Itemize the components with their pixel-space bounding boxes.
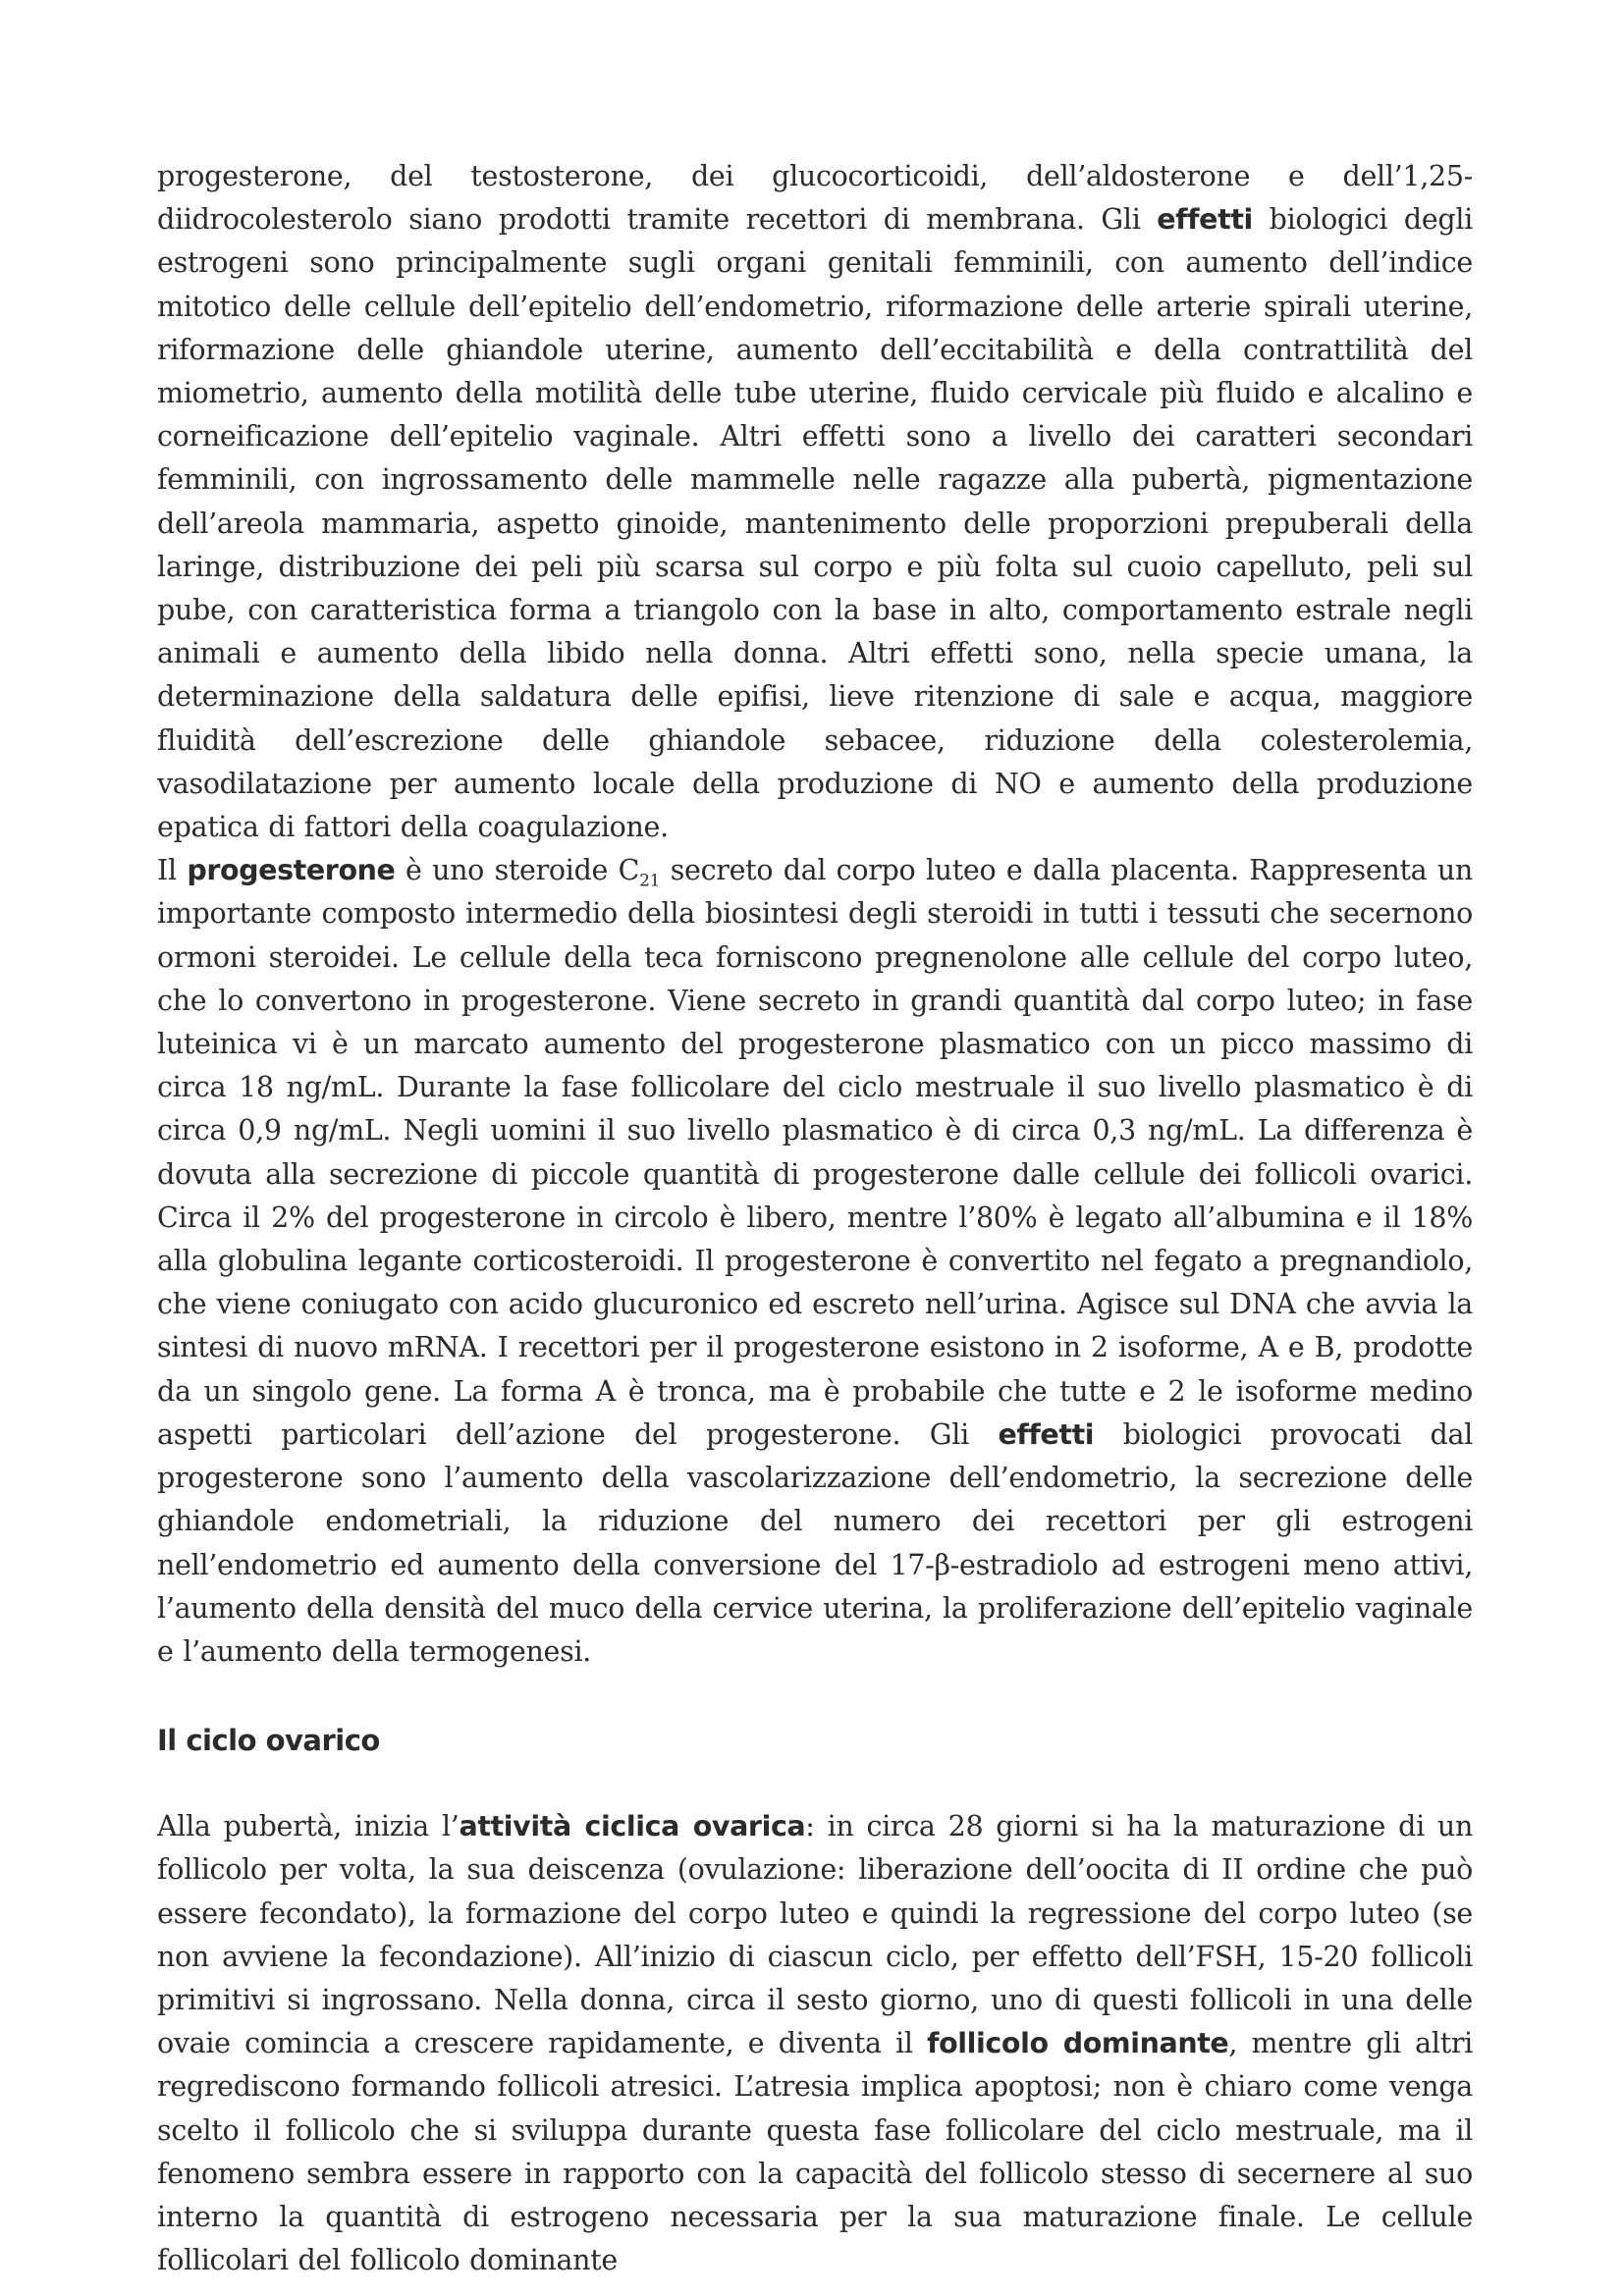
text-run: biologici degli estrogeni sono principalmente sugli organi genitali femminili, con aumento dell’indice mitotico delle cellule dell’epitelio dell’endometrio, riformazione delle arterie spirali uterine, riformazione delle ghiandole uterine, aumento dell’eccitabilità e della contrattilità del miometrio, aumento della motilità delle tube uterine, fluido cervicale più fluido e alcalino e corneificazione dell’epitelio vaginale. Altri effetti sono a livello dei caratteri secondari femminili, con ingrossamento delle mammelle nelle ragazze alla pubertà, pigmentazione dell’areola mammaria, aspetto ginoide, mantenimento delle proporzioni prepuberali della laringe, distribuzione dei peli più scarsa sul corpo e più folta sul cuoio capelluto, peli sul pube, con caratteristica forma a triangolo con la base in alto, comportamento estrale negli animali e aumento della libido nella donna. Altri effetti sono, nella specie umana, la determinazione della saldatura delle epifisi, lieve ritenzione di sale e acqua, maggiore fluidità dell’escrezione delle ghiandole sebacee, riduzione della colesterolemia, vasodilatazione per aumento locale della produzione di NO e aumento della produzione epatica di fattori della coagulazione. bbox=[157, 203, 1473, 844]
text-run: Alla pubertà, inizia l’ bbox=[157, 1810, 460, 1843]
text-run: biologici provocati dal progesterone sono l’aumento della vascolarizzazione dell’endometrio, la secrezione delle ghiandole endometriali, la riduzione del numero dei recettori per gli estrogeni nell’endometrio ed aumento della conversione del 17-β-estradiolo ad estrogeni meno attivi, l’aumento della densità del muco della cervice uterina, la proliferazione dell’epitelio vaginale e l’aumento della termogenesi. bbox=[157, 1417, 1473, 1668]
spacer bbox=[157, 1762, 1473, 1805]
document-page bbox=[157, 155, 1473, 2282]
bold-term-follicolo-dominante: follicolo dominante bbox=[927, 2027, 1229, 2060]
paragraph-progesterone bbox=[157, 849, 1473, 1674]
text-run: progesterone, del testosterone, dei glucocorticoidi, dell’aldosterone e dell’1,25-diidrocolesterolo siano prodotti tramite recettori di membrana. Gli bbox=[157, 160, 1473, 237]
subscript-21: 21 bbox=[639, 871, 661, 891]
bold-term-effetti: effetti bbox=[998, 1417, 1095, 1451]
text-run: , mentre gli altri regrediscono formando follicoli atresici. L’atresia implica apoptosi; non è chiaro come venga scelto il follicolo che si sviluppa durante questa fase follicolare del ciclo mestruale, ma il fenomeno sembra essere in rapporto con la capacità del follicolo stesso di secernere al suo interno la quantità di estrogeno necessaria per la sua maturazione finale. Le cellule follicolari del follicolo dominante bbox=[157, 2027, 1473, 2277]
text-run: secreto dal corpo luteo e dalla placenta. Rappresenta un importante composto intermedio della biosintesi degli steroidi in tutti i tessuti che secernono ormoni steroidei. Le cellule della teca forniscono pregnenolone alle cellule del corpo luteo, che lo convertono in progesterone. Viene secreto in grandi quantità dal corpo luteo; in fase luteinica vi è un marcato aumento del progesterone plasmatico con un picco massimo di circa 18 ng/mL. Durante la fase follicolare del ciclo mestruale il suo livello plasmatico è di circa 0,9 ng/mL. Negli uomini il suo livello plasmatico è di circa 0,3 ng/mL. La differenza è dovuta alla secrezione di piccole quantità di progesterone dalle cellule dei follicoli ovarici. Circa il 2% del progesterone in circolo è libero, mentre l’80% è legato all’albumina e il 18% alla globulina legante corticosteroidi. Il progesterone è convertito nel fegato a pregnandiolo, che viene coniugato con acido glucuronico ed escreto nell’urina. Agisce sul DNA che avvia la sintesi di nuovo mRNA. I recettori per il progesterone esistono in 2 isoforme, A e B, prodotte da un singolo gene. La forma A è tronca, ma è probabile che tutte e 2 le isoforme medino aspetti particolari dell’azione del progesterone. Gli bbox=[157, 854, 1473, 1451]
text-run: : in circa 28 giorni si ha la maturazione di un follicolo per volta, la sua deiscenza (ovulazione: liberazione dell’oocita di II ordine che può essere fecondato), la formazione del corpo luteo e quindi la regressione del corpo luteo (se non avviene la fecondazione). All’inizio di ciascun ciclo, per effetto dell’FSH, 15-20 follicoli primitivi si ingrossano. Nella donna, circa il sesto giorno, uno di questi follicoli in una delle ovaie comincia a crescere rapidamente, e diventa il bbox=[157, 1810, 1473, 2060]
text-run: è uno steroide C bbox=[395, 854, 640, 887]
paragraph-ovarian-cycle bbox=[157, 1805, 1473, 2282]
text-run: Il bbox=[157, 854, 188, 887]
bold-term-effetti: effetti bbox=[1157, 203, 1253, 237]
paragraph-estrogen-effects bbox=[157, 155, 1473, 849]
bold-term-progesterone: progesterone bbox=[187, 854, 396, 887]
section-heading: Il ciclo ovarico bbox=[157, 1724, 380, 1758]
bold-term-attivita-ciclica: attività ciclica ovarica bbox=[459, 1810, 806, 1843]
